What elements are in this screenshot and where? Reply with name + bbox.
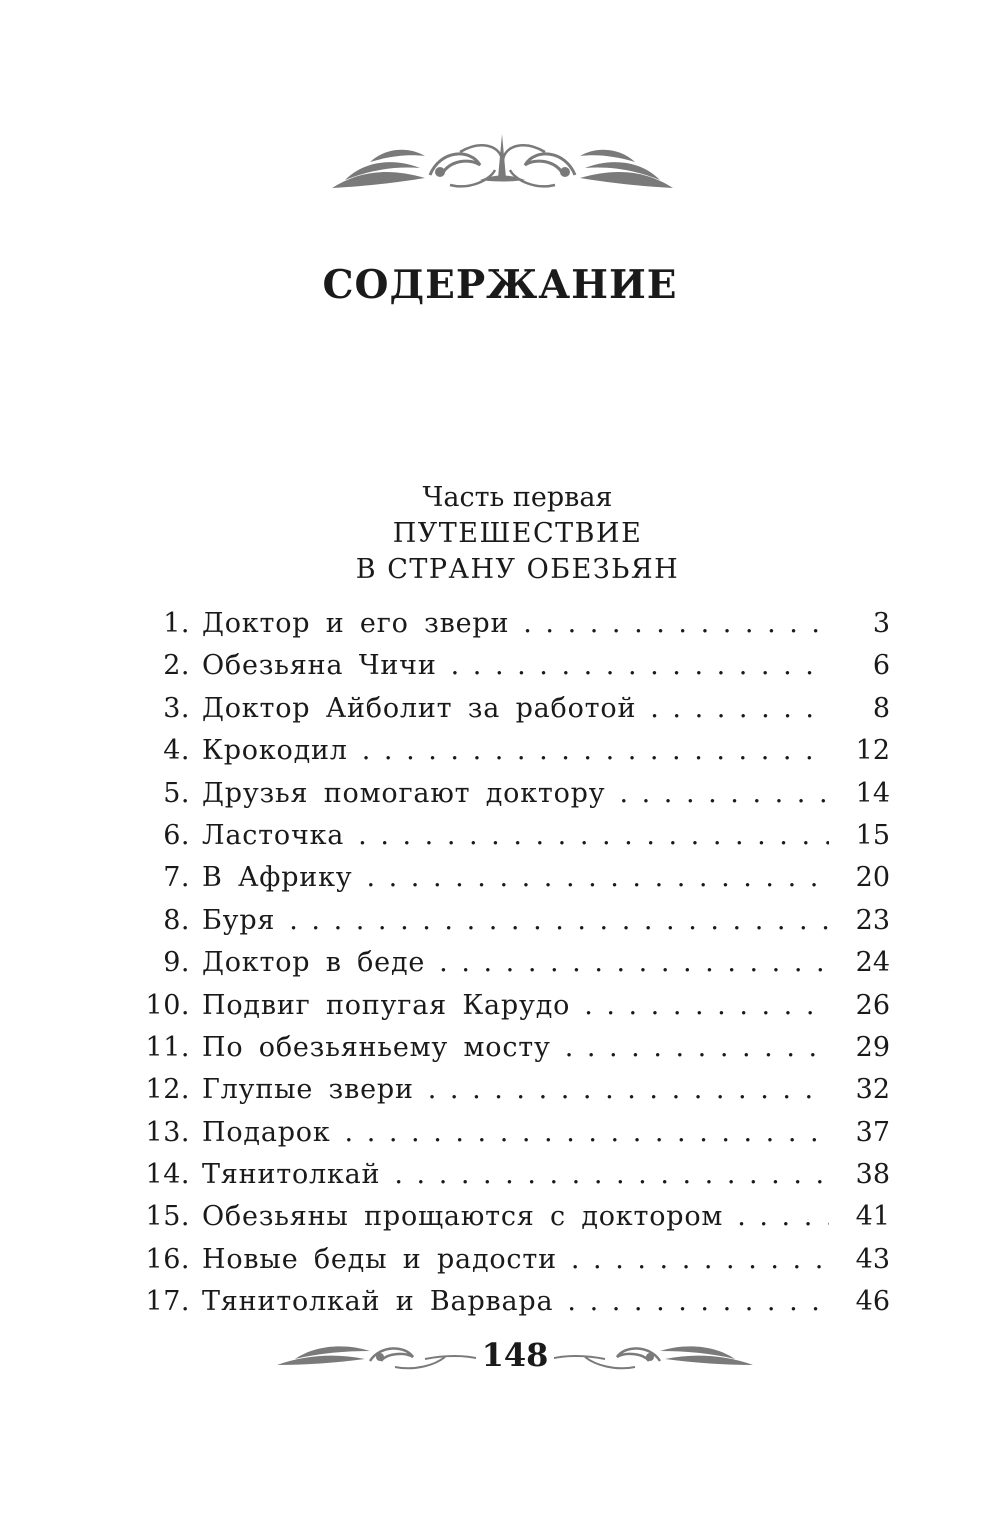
part-title-line-2: В СТРАНУ ОБЕЗЬЯН <box>355 554 680 585</box>
dot-leader <box>451 645 829 687</box>
toc-entry-page: 8 <box>872 692 890 724</box>
toc-entry-number: 15. <box>145 1201 190 1233</box>
toc-entry-number: 4. <box>163 735 190 767</box>
dot-leader <box>737 1196 829 1238</box>
toc-entry-page: 43 <box>855 1243 890 1275</box>
toc-entry[interactable] <box>135 900 890 942</box>
toc-entry-title: Ласточка <box>202 819 345 851</box>
toc-entry-title: Подарок <box>202 1116 331 1148</box>
dot-leader <box>584 985 829 1027</box>
toc-entry-page: 46 <box>855 1286 890 1318</box>
toc-entry-number: 1. <box>163 608 190 639</box>
toc-entry-title: Глупые звери <box>202 1074 414 1106</box>
dot-leader <box>439 942 829 984</box>
toc-entry-title: В Африку <box>202 862 353 894</box>
toc-entry[interactable] <box>135 815 890 857</box>
toc-entry[interactable] <box>135 1239 890 1281</box>
toc-entry-title: Друзья помогают доктору <box>202 777 606 809</box>
part-title-line-1: ПУТЕШЕСТВИЕ <box>392 518 643 549</box>
dot-leader <box>619 773 829 815</box>
toc-entry[interactable] <box>135 1069 890 1111</box>
toc-entry-title: Крокодил <box>202 735 348 767</box>
dot-leader <box>358 815 829 857</box>
toc-entry-number: 8. <box>163 904 190 936</box>
toc-entry-page: 15 <box>855 819 890 851</box>
toc-entry[interactable] <box>135 645 890 687</box>
toc-entry-title: Доктор в беде <box>202 947 426 979</box>
toc-entry[interactable] <box>135 857 890 899</box>
page-number <box>0 1333 1000 1377</box>
toc-entry[interactable] <box>135 1027 890 1069</box>
toc-entry-number: 13. <box>145 1116 190 1148</box>
toc-entry-title: Тянитолкай <box>202 1159 381 1191</box>
toc-entry-number: 5. <box>163 777 190 809</box>
toc-entry-page: 41 <box>855 1201 890 1233</box>
toc-entry-page: 14 <box>855 777 890 809</box>
part-heading <box>0 480 1000 588</box>
part-label: Часть первая <box>422 482 613 513</box>
page-title: СОДЕРЖАНИЕ <box>322 262 678 308</box>
toc-entry-title: Новые беды и радости <box>202 1243 557 1275</box>
toc-entry-number: 7. <box>163 862 190 894</box>
dot-leader <box>394 1154 829 1196</box>
toc-entry[interactable] <box>135 688 890 730</box>
toc-entry[interactable] <box>135 773 890 815</box>
toc-entry-number: 9. <box>163 947 190 979</box>
dot-leader <box>345 1112 829 1154</box>
dot-leader <box>565 1027 829 1069</box>
dot-leader <box>523 603 829 645</box>
toc-entry-title: Буря <box>202 904 276 936</box>
toc-entry-number: 3. <box>163 692 190 724</box>
toc-entry[interactable] <box>135 1112 890 1154</box>
toc-entry[interactable] <box>135 730 890 772</box>
toc-entry-number: 11. <box>145 1031 190 1063</box>
dot-leader <box>428 1069 829 1111</box>
dot-leader <box>362 730 829 772</box>
toc-entry-page: 29 <box>855 1031 890 1063</box>
toc-entry-page: 6 <box>872 650 890 682</box>
toc-entry[interactable] <box>135 1196 890 1238</box>
toc-entry-title: Тянитолкай и Варвара <box>202 1286 554 1318</box>
toc-entry-number: 17. <box>145 1286 190 1318</box>
toc-entry-number: 12. <box>145 1074 190 1106</box>
dot-leader <box>366 857 829 899</box>
toc-entry-page: 37 <box>855 1116 890 1148</box>
table-of-contents <box>135 603 890 1324</box>
page-number-value: 148 <box>476 1336 555 1374</box>
toc-entry-page: 32 <box>855 1074 890 1106</box>
toc-entry-page: 24 <box>855 947 890 979</box>
dot-leader <box>650 688 829 730</box>
toc-entry-title: Доктор Айболит за работой <box>202 692 637 724</box>
dot-leader <box>289 900 829 942</box>
toc-entry[interactable] <box>135 942 890 984</box>
toc-entry-number: 10. <box>145 989 190 1021</box>
toc-entry-title: Подвиг попугая Карудо <box>202 989 571 1021</box>
toc-entry-title: Доктор и его звери <box>202 608 510 639</box>
toc-entry[interactable] <box>135 985 890 1027</box>
toc-entry-page: 12 <box>855 735 890 767</box>
toc-entry-page: 23 <box>855 904 890 936</box>
toc-entry-number: 6. <box>163 819 190 851</box>
toc-entry-number: 2. <box>163 650 190 682</box>
toc-entry[interactable] <box>135 603 890 645</box>
toc-entry-title: Обезьяны прощаются с доктором <box>202 1201 724 1233</box>
toc-entry[interactable] <box>135 1154 890 1196</box>
toc-entry-number: 14. <box>145 1159 190 1191</box>
toc-entry-number: 16. <box>145 1243 190 1275</box>
toc-entry-title: Обезьяна Чичи <box>202 650 437 682</box>
toc-entry-page: 20 <box>855 862 890 894</box>
toc-entry-page: 26 <box>855 989 890 1021</box>
dot-leader <box>567 1281 829 1323</box>
toc-entry-page: 38 <box>855 1159 890 1191</box>
toc-entry-page: 3 <box>872 608 890 639</box>
toc-entry-title: По обезьяньему мосту <box>202 1031 551 1063</box>
flourish-ornament-icon <box>330 130 675 200</box>
toc-entry[interactable] <box>135 1281 890 1323</box>
dot-leader <box>571 1239 829 1281</box>
